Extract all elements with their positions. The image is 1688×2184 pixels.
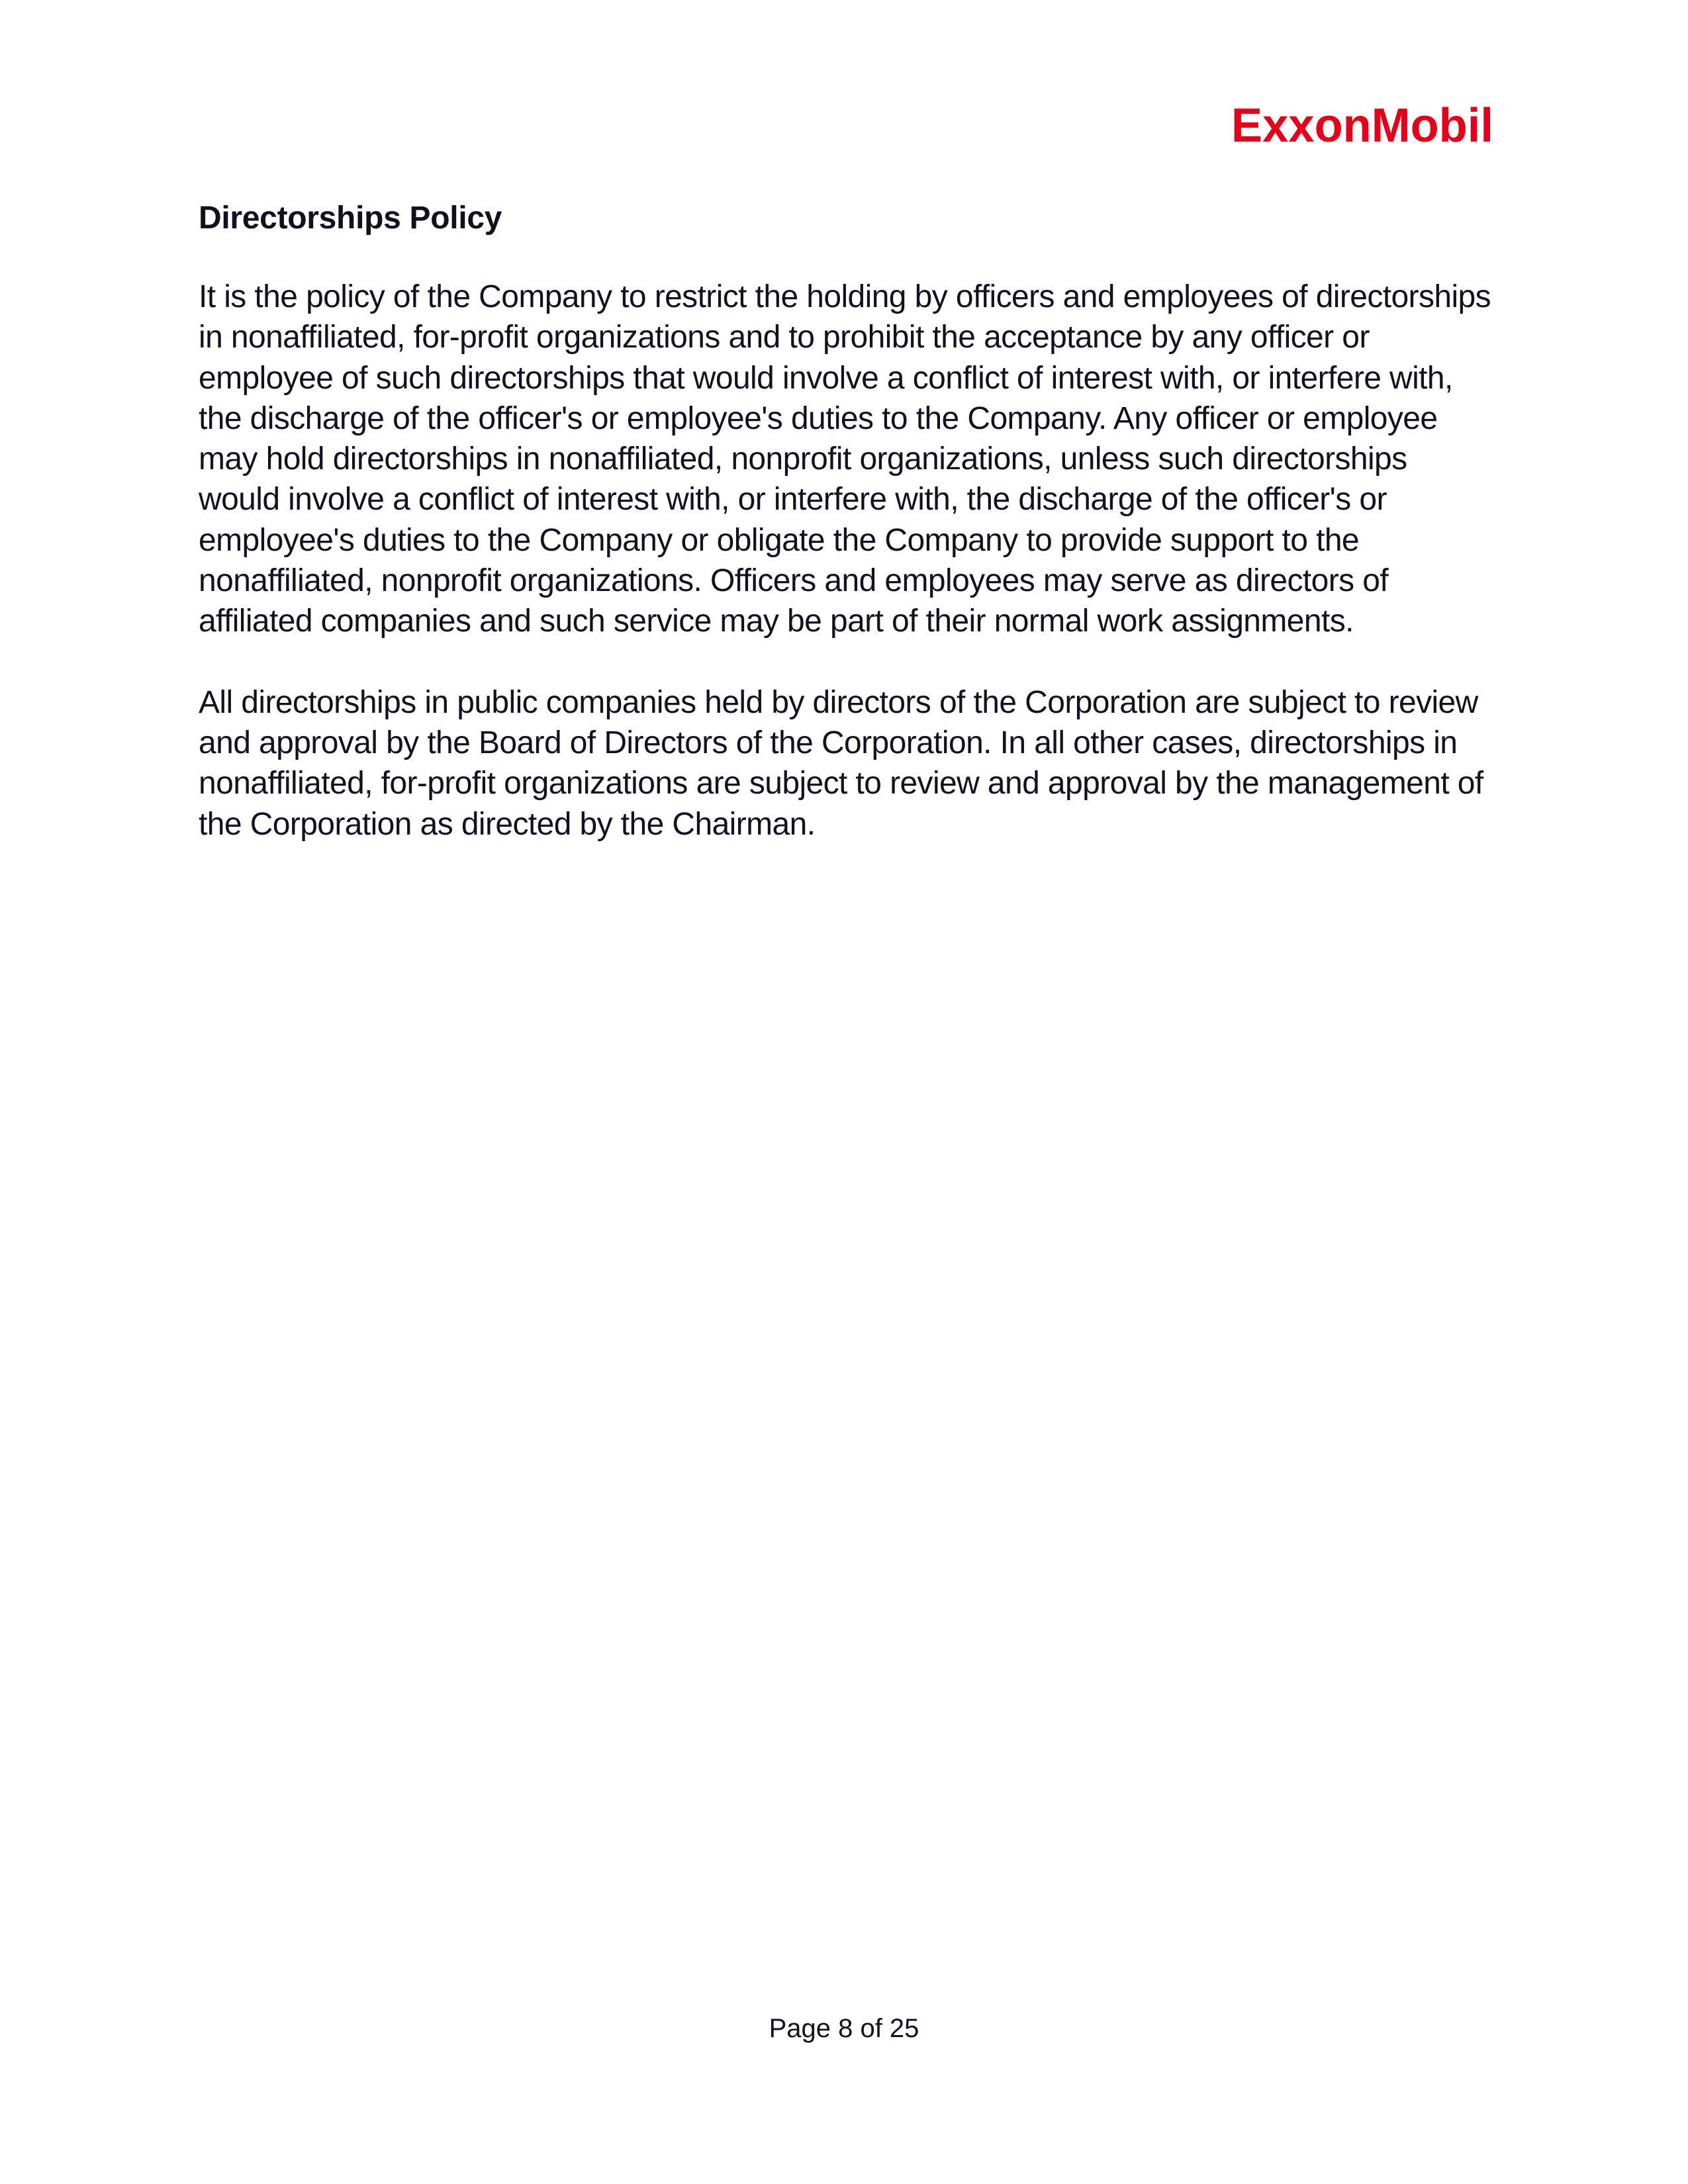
logo-wordmark: ExxonMobil <box>1231 99 1493 151</box>
page-number: Page 8 of 25 <box>769 2014 919 2043</box>
section-heading: Directorships Policy <box>199 201 502 236</box>
exxonmobil-logo-mark <box>1231 98 1496 151</box>
policy-paragraph-2: All directorships in public companies held by directors of the Corporation are subject to review and approval by the Board of Directors of the Corporation. In all other cases, directorships in nonaffiliated, for-profit organizations are subject to review and approval by the management of the Corporation as directed by the Chairman. <box>199 684 1483 842</box>
policy-body <box>199 277 1496 885</box>
exxonmobil-logo <box>1231 98 1496 151</box>
policy-paragraph-1: It is the policy of the Company to restrict the holding by officers and employees of directorships in nonaffiliated, for-profit organizations and to prohibit the acceptance by any officer or employee of such directorships that would involve a conflict of interest with, or interfere with, the discharge of the officer's or employee's duties to the Company. Any officer or employee may hold directorships in nonaffiliated, nonprofit organizations, unless such directorships would involve a conflict of interest with, or interfere with, the discharge of the officer's or employee's duties to the Company or obligate the Company to provide support to the nonaffiliated, nonprofit organizations. Officers and employees may serve as directors of affiliated companies and such service may be part of their normal work assignments. <box>199 279 1491 639</box>
